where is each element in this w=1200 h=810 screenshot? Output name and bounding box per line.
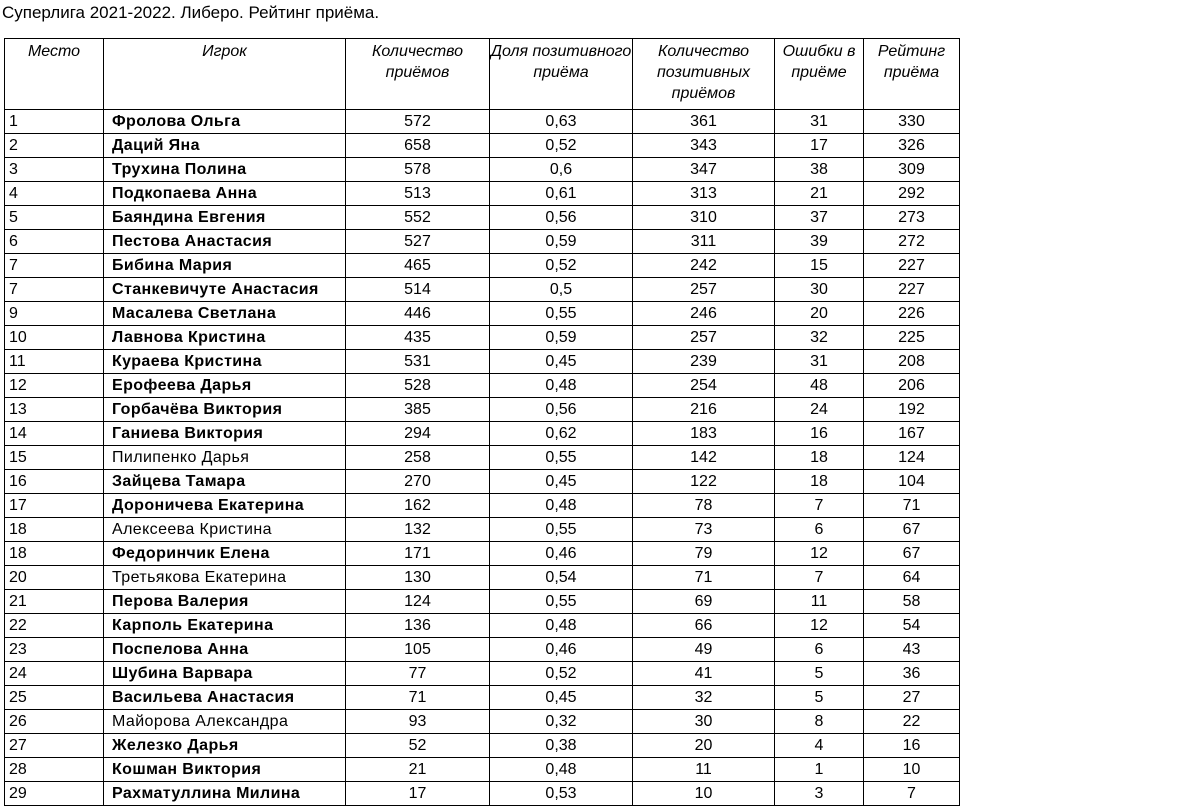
cell-positive-count: 257 (633, 326, 775, 350)
cell-player: Даций Яна (104, 134, 346, 158)
table-row (5, 350, 960, 374)
cell-positive-count: 254 (633, 374, 775, 398)
cell-receptions: 71 (346, 686, 490, 710)
cell-place: 10 (5, 326, 104, 350)
cell-place: 24 (5, 662, 104, 686)
cell-player: Дороничева Екатерина (104, 494, 346, 518)
cell-player: Васильева Анастасия (104, 686, 346, 710)
cell-receptions: 130 (346, 566, 490, 590)
cell-rating: 227 (864, 278, 960, 302)
page-title: Суперлига 2021-2022. Либеро. Рейтинг приёма. (2, 3, 380, 22)
cell-player: Ерофеева Дарья (104, 374, 346, 398)
cell-positive-count: 257 (633, 278, 775, 302)
table-row (5, 278, 960, 302)
cell-errors: 8 (775, 710, 864, 734)
cell-positive-count: 343 (633, 134, 775, 158)
cell-player: Майорова Александра (104, 710, 346, 734)
cell-errors: 37 (775, 206, 864, 230)
table-row (5, 542, 960, 566)
cell-rating: 58 (864, 590, 960, 614)
table-row (5, 110, 960, 134)
cell-receptions: 465 (346, 254, 490, 278)
cell-place: 22 (5, 614, 104, 638)
cell-positive-count: 239 (633, 350, 775, 374)
cell-receptions: 513 (346, 182, 490, 206)
cell-place: 3 (5, 158, 104, 182)
cell-player: Рахматуллина Милина (104, 782, 346, 806)
table-row (5, 134, 960, 158)
cell-player: Шубина Варвара (104, 662, 346, 686)
cell-errors: 18 (775, 446, 864, 470)
cell-rating: 54 (864, 614, 960, 638)
table-row (5, 326, 960, 350)
cell-player: Третьякова Екатерина (104, 566, 346, 590)
cell-receptions: 294 (346, 422, 490, 446)
cell-positive-share: 0,52 (490, 254, 633, 278)
cell-rating: 67 (864, 542, 960, 566)
cell-positive-count: 69 (633, 590, 775, 614)
cell-positive-count: 73 (633, 518, 775, 542)
table-row (5, 230, 960, 254)
cell-receptions: 105 (346, 638, 490, 662)
cell-errors: 12 (775, 614, 864, 638)
cell-rating: 206 (864, 374, 960, 398)
header-place: Место (5, 39, 104, 110)
cell-rating: 7 (864, 782, 960, 806)
cell-player: Алексеева Кристина (104, 518, 346, 542)
cell-player: Перова Валерия (104, 590, 346, 614)
cell-player: Лавнова Кристина (104, 326, 346, 350)
header-positive-share: Доля позитивного приёма (490, 39, 633, 110)
cell-positive-share: 0,32 (490, 710, 633, 734)
cell-positive-count: 313 (633, 182, 775, 206)
cell-errors: 1 (775, 758, 864, 782)
table-row (5, 494, 960, 518)
cell-errors: 12 (775, 542, 864, 566)
cell-player: Масалева Светлана (104, 302, 346, 326)
cell-player: Станкевичуте Анастасия (104, 278, 346, 302)
cell-positive-count: 122 (633, 470, 775, 494)
header-player: Игрок (104, 39, 346, 110)
cell-positive-count: 242 (633, 254, 775, 278)
cell-place: 20 (5, 566, 104, 590)
table-row (5, 734, 960, 758)
cell-rating: 309 (864, 158, 960, 182)
cell-positive-count: 30 (633, 710, 775, 734)
cell-receptions: 446 (346, 302, 490, 326)
cell-rating: 330 (864, 110, 960, 134)
cell-rating: 22 (864, 710, 960, 734)
cell-rating: 64 (864, 566, 960, 590)
cell-positive-count: 361 (633, 110, 775, 134)
cell-player: Фролова Ольга (104, 110, 346, 134)
cell-errors: 31 (775, 110, 864, 134)
table-row (5, 638, 960, 662)
cell-player: Баяндина Евгения (104, 206, 346, 230)
cell-place: 12 (5, 374, 104, 398)
cell-receptions: 52 (346, 734, 490, 758)
cell-receptions: 552 (346, 206, 490, 230)
cell-place: 29 (5, 782, 104, 806)
cell-errors: 11 (775, 590, 864, 614)
header-receptions: Количество приёмов (346, 39, 490, 110)
cell-positive-share: 0,52 (490, 134, 633, 158)
cell-errors: 17 (775, 134, 864, 158)
cell-player: Подкопаева Анна (104, 182, 346, 206)
cell-place: 18 (5, 518, 104, 542)
cell-player: Кошман Виктория (104, 758, 346, 782)
cell-positive-count: 310 (633, 206, 775, 230)
cell-positive-share: 0,55 (490, 518, 633, 542)
cell-errors: 15 (775, 254, 864, 278)
cell-rating: 208 (864, 350, 960, 374)
table-row (5, 446, 960, 470)
cell-errors: 5 (775, 686, 864, 710)
cell-rating: 36 (864, 662, 960, 686)
cell-place: 27 (5, 734, 104, 758)
table-row (5, 758, 960, 782)
table-row (5, 422, 960, 446)
table-row (5, 590, 960, 614)
cell-player: Карполь Екатерина (104, 614, 346, 638)
cell-positive-count: 10 (633, 782, 775, 806)
cell-receptions: 77 (346, 662, 490, 686)
cell-positive-share: 0,56 (490, 206, 633, 230)
table-row (5, 710, 960, 734)
table-row (5, 782, 960, 806)
cell-positive-share: 0,53 (490, 782, 633, 806)
cell-positive-share: 0,45 (490, 350, 633, 374)
cell-receptions: 124 (346, 590, 490, 614)
table-row (5, 182, 960, 206)
cell-positive-share: 0,45 (490, 686, 633, 710)
cell-rating: 27 (864, 686, 960, 710)
table-row (5, 302, 960, 326)
header-rating: Рейтинг приёма (864, 39, 960, 110)
cell-errors: 20 (775, 302, 864, 326)
header-errors: Ошибки в приёме (775, 39, 864, 110)
cell-positive-share: 0,55 (490, 590, 633, 614)
cell-positive-share: 0,5 (490, 278, 633, 302)
cell-place: 23 (5, 638, 104, 662)
cell-place: 6 (5, 230, 104, 254)
cell-place: 16 (5, 470, 104, 494)
cell-positive-share: 0,61 (490, 182, 633, 206)
cell-rating: 104 (864, 470, 960, 494)
cell-positive-count: 41 (633, 662, 775, 686)
table-row (5, 158, 960, 182)
cell-receptions: 385 (346, 398, 490, 422)
cell-positive-count: 32 (633, 686, 775, 710)
cell-errors: 3 (775, 782, 864, 806)
cell-place: 25 (5, 686, 104, 710)
cell-positive-count: 216 (633, 398, 775, 422)
rating-table (4, 38, 960, 806)
cell-place: 18 (5, 542, 104, 566)
cell-receptions: 514 (346, 278, 490, 302)
cell-receptions: 17 (346, 782, 490, 806)
table-body (5, 110, 960, 806)
cell-player: Трухина Полина (104, 158, 346, 182)
cell-positive-share: 0,48 (490, 374, 633, 398)
cell-rating: 10 (864, 758, 960, 782)
cell-place: 5 (5, 206, 104, 230)
cell-positive-share: 0,46 (490, 638, 633, 662)
cell-errors: 6 (775, 518, 864, 542)
cell-positive-count: 49 (633, 638, 775, 662)
cell-errors: 32 (775, 326, 864, 350)
cell-player: Ганиева Виктория (104, 422, 346, 446)
cell-errors: 21 (775, 182, 864, 206)
cell-receptions: 171 (346, 542, 490, 566)
cell-rating: 273 (864, 206, 960, 230)
cell-player: Железко Дарья (104, 734, 346, 758)
cell-positive-share: 0,46 (490, 542, 633, 566)
cell-place: 2 (5, 134, 104, 158)
cell-rating: 67 (864, 518, 960, 542)
table-row (5, 470, 960, 494)
cell-player: Зайцева Тамара (104, 470, 346, 494)
cell-errors: 16 (775, 422, 864, 446)
cell-positive-share: 0,56 (490, 398, 633, 422)
cell-positive-share: 0,45 (490, 470, 633, 494)
cell-place: 7 (5, 278, 104, 302)
cell-positive-count: 79 (633, 542, 775, 566)
cell-positive-share: 0,48 (490, 614, 633, 638)
cell-receptions: 162 (346, 494, 490, 518)
cell-rating: 192 (864, 398, 960, 422)
cell-rating: 272 (864, 230, 960, 254)
cell-positive-share: 0,48 (490, 494, 633, 518)
cell-rating: 71 (864, 494, 960, 518)
cell-errors: 39 (775, 230, 864, 254)
cell-errors: 48 (775, 374, 864, 398)
cell-rating: 167 (864, 422, 960, 446)
cell-positive-count: 347 (633, 158, 775, 182)
cell-errors: 31 (775, 350, 864, 374)
cell-positive-share: 0,55 (490, 302, 633, 326)
cell-place: 28 (5, 758, 104, 782)
cell-positive-count: 246 (633, 302, 775, 326)
cell-errors: 4 (775, 734, 864, 758)
table-row (5, 398, 960, 422)
cell-positive-share: 0,63 (490, 110, 633, 134)
cell-receptions: 435 (346, 326, 490, 350)
cell-positive-share: 0,52 (490, 662, 633, 686)
cell-positive-count: 142 (633, 446, 775, 470)
cell-errors: 7 (775, 494, 864, 518)
cell-place: 21 (5, 590, 104, 614)
table-row (5, 254, 960, 278)
cell-rating: 225 (864, 326, 960, 350)
cell-rating: 16 (864, 734, 960, 758)
cell-positive-count: 66 (633, 614, 775, 638)
cell-rating: 292 (864, 182, 960, 206)
cell-errors: 5 (775, 662, 864, 686)
cell-receptions: 132 (346, 518, 490, 542)
table-row (5, 206, 960, 230)
cell-receptions: 531 (346, 350, 490, 374)
cell-player: Пилипенко Дарья (104, 446, 346, 470)
cell-rating: 43 (864, 638, 960, 662)
cell-place: 17 (5, 494, 104, 518)
cell-errors: 24 (775, 398, 864, 422)
cell-player: Бибина Мария (104, 254, 346, 278)
table-row (5, 374, 960, 398)
cell-positive-count: 11 (633, 758, 775, 782)
cell-place: 26 (5, 710, 104, 734)
cell-errors: 6 (775, 638, 864, 662)
cell-rating: 226 (864, 302, 960, 326)
cell-errors: 18 (775, 470, 864, 494)
cell-positive-share: 0,55 (490, 446, 633, 470)
cell-place: 15 (5, 446, 104, 470)
table-row (5, 662, 960, 686)
cell-positive-share: 0,62 (490, 422, 633, 446)
cell-receptions: 93 (346, 710, 490, 734)
table-row (5, 686, 960, 710)
header-row (5, 39, 960, 110)
cell-positive-count: 311 (633, 230, 775, 254)
cell-positive-share: 0,59 (490, 326, 633, 350)
cell-receptions: 578 (346, 158, 490, 182)
cell-receptions: 572 (346, 110, 490, 134)
cell-place: 11 (5, 350, 104, 374)
cell-player: Кураева Кристина (104, 350, 346, 374)
header-positive-count: Количество позитивных приёмов (633, 39, 775, 110)
cell-positive-count: 183 (633, 422, 775, 446)
cell-positive-share: 0,54 (490, 566, 633, 590)
cell-errors: 38 (775, 158, 864, 182)
table-row (5, 614, 960, 638)
cell-receptions: 270 (346, 470, 490, 494)
cell-positive-count: 78 (633, 494, 775, 518)
cell-positive-share: 0,48 (490, 758, 633, 782)
cell-place: 14 (5, 422, 104, 446)
table-row (5, 518, 960, 542)
cell-place: 4 (5, 182, 104, 206)
cell-receptions: 528 (346, 374, 490, 398)
cell-receptions: 527 (346, 230, 490, 254)
cell-rating: 124 (864, 446, 960, 470)
cell-place: 1 (5, 110, 104, 134)
table-row (5, 566, 960, 590)
cell-receptions: 136 (346, 614, 490, 638)
cell-place: 7 (5, 254, 104, 278)
cell-receptions: 658 (346, 134, 490, 158)
cell-positive-count: 20 (633, 734, 775, 758)
cell-receptions: 258 (346, 446, 490, 470)
cell-errors: 7 (775, 566, 864, 590)
cell-positive-count: 71 (633, 566, 775, 590)
cell-positive-share: 0,6 (490, 158, 633, 182)
cell-player: Поспелова Анна (104, 638, 346, 662)
cell-rating: 227 (864, 254, 960, 278)
cell-place: 9 (5, 302, 104, 326)
cell-errors: 30 (775, 278, 864, 302)
cell-rating: 326 (864, 134, 960, 158)
cell-positive-share: 0,38 (490, 734, 633, 758)
cell-player: Федоринчик Елена (104, 542, 346, 566)
cell-player: Пестова Анастасия (104, 230, 346, 254)
cell-positive-share: 0,59 (490, 230, 633, 254)
cell-receptions: 21 (346, 758, 490, 782)
cell-player: Горбачёва Виктория (104, 398, 346, 422)
cell-place: 13 (5, 398, 104, 422)
